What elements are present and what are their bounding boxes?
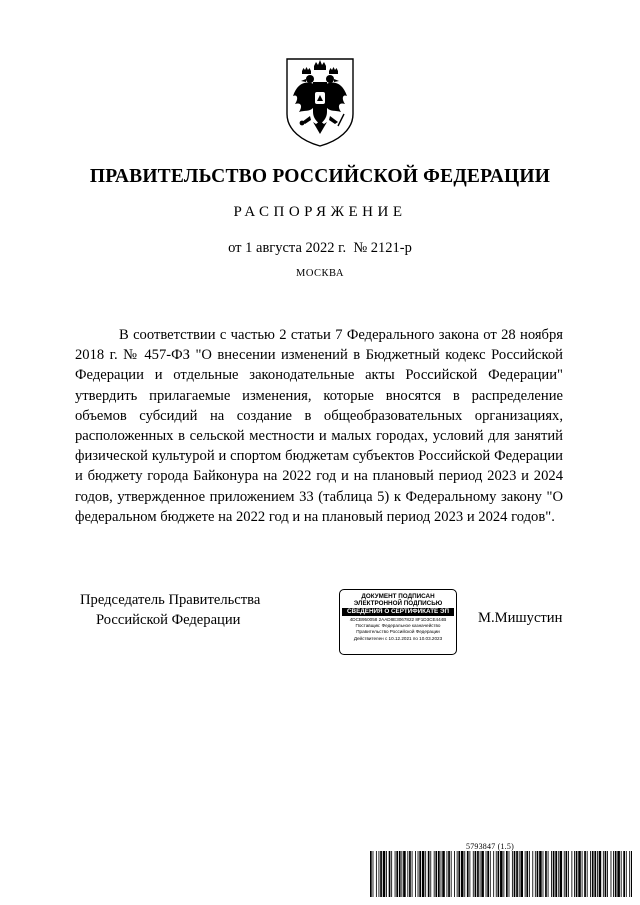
- signatory-name: М.Мишустин: [478, 610, 563, 626]
- document-city: МОСКВА: [296, 268, 344, 279]
- document-type: РАСПОРЯЖЕНИЕ: [233, 204, 407, 220]
- stamp-line-1: ДОКУМЕНТ ПОДПИСАН: [361, 593, 435, 600]
- electronic-signature-stamp: [339, 589, 457, 655]
- stamp-owner: Правительство Российской Федерации: [356, 629, 440, 635]
- stamp-certificate-header: СВЕДЕНИЯ О СЕРТИФИКАТЕ ЭП: [342, 608, 454, 616]
- stamp-validity: Действителен с 10.12.2021 по 10.03.2023: [353, 635, 443, 641]
- signatory-title: [80, 591, 260, 630]
- russian-coat-of-arms-icon: [283, 56, 357, 148]
- stamp-line-2: ЭЛЕКТРОННОЙ ПОДПИСЬЮ: [353, 600, 443, 607]
- document-code: 5793847 (1.5): [466, 842, 514, 851]
- signatory-title-line-2: Российской Федерации: [96, 611, 241, 628]
- stamp-certificate-id: 4DCB950058 2AAD8E3067822 8F1D3CE444B: [349, 617, 447, 622]
- government-title: ПРАВИТЕЛЬСТВО РОССИЙСКОЙ ФЕДЕРАЦИИ: [89, 166, 551, 187]
- barcode-icon: [370, 851, 632, 897]
- document-date-number: от 1 августа 2022 г. № 2121-р: [228, 240, 412, 256]
- stamp-issuer: Поставщик: Федеральное казначейство: [355, 623, 441, 629]
- signatory-title-line-1: Председатель Правительства: [80, 592, 261, 608]
- order-body-paragraph: В соответствии с частью 2 статьи 7 Федерального закона от 28 ноября 2018 г. № 457-ФЗ "О внесении изменений в Бюджетный кодекс Российской Федерации и отдельные законодательные акты Российской Федерации" утвердить прилагаемые изменения, которые вносятся в распределение объемов субсидий на создание в общеобразовательных организациях, расположенных в сельской местности и малых городах, условий для занятий физической культурой и спортом бюджетам субъектов Российской Федерации и бюджету города Байконура на 2022 год и на плановый период 2023 и 2024 годов, утвержденное приложением 33 (таблица 5) к Федеральному закону "О федеральном бюджете на 2022 год и на плановый период 2023 и 2024 годов".: [75, 327, 563, 525]
